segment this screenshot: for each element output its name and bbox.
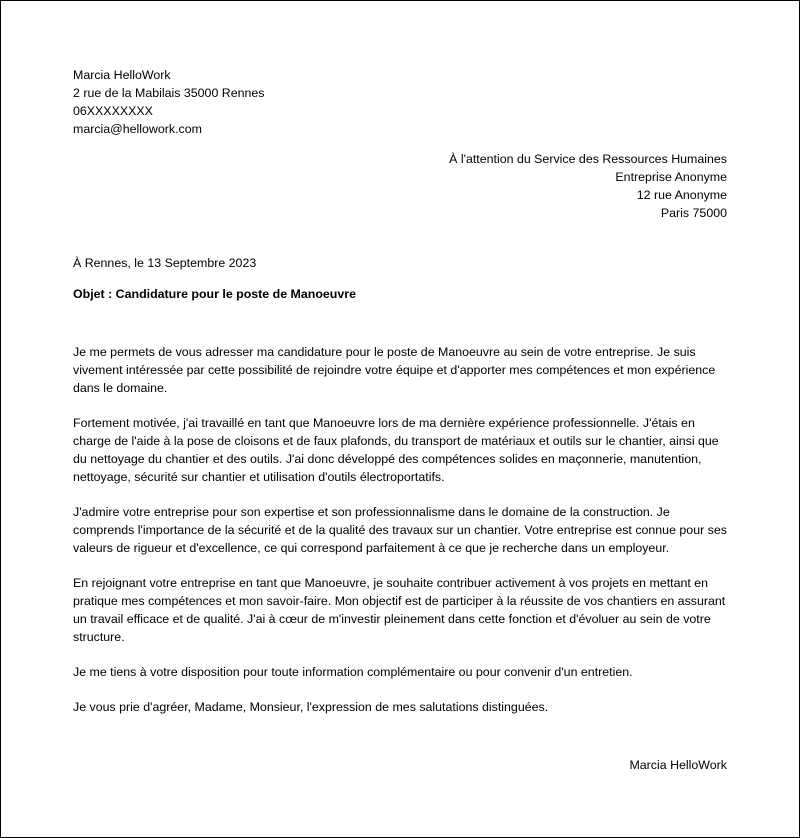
recipient-city: Paris 75000 [660,206,727,220]
body-paragraph: Je me tiens à votre disposition pour toute information complémentaire ou pour convenir d'un entretien. [73,665,633,679]
recipient-block [449,150,727,222]
date-line: À Rennes, le 13 Septembre 2023 [73,256,257,270]
sender-address: 2 rue de la Mabilais 35000 Rennes [73,86,265,100]
sender-phone: 06XXXXXXXX [73,104,153,118]
sender-email: marcia@hellowork.com [73,122,202,136]
letter-body [73,343,733,733]
body-paragraph: Je me permets de vous adresser ma candidature pour le poste de Manoeuvre au sein de votre entreprise. Je suis vivement intéressée par cette possibilité de rejoindre votre équipe et d'apporter mes compétences et mon expérience dans le domaine. [73,345,716,395]
signature: Marcia HelloWork [629,758,727,772]
recipient-company: Entreprise Anonyme [615,170,727,184]
body-paragraph: Fortement motivée, j'ai travaillé en tant que Manoeuvre lors de ma dernière expérience professionnelle. J'étais en charge de l'aide à la pose de cloisons et de faux plafonds, du transport de matériaux et outils sur le chantier, ainsi que du nettoyage du chantier et des outils. J'ai donc développé des compétences solides en maçonnerie, manutention, nettoyage, sécurité sur chantier et utilisation d'outils électroportatifs. [73,416,719,484]
closing-paragraph: Je vous prie d'agréer, Madame, Monsieur, l'expression de mes salutations distinguées. [73,700,549,714]
subject-line: Objet : Candidature pour le poste de Manoeuvre [73,287,356,301]
body-paragraph: En rejoignant votre entreprise en tant que Manoeuvre, je souhaite contribuer activement à vos projets en mettant en pratique mes compétences et mon savoir-faire. Mon objectif est de participer à la réussite de vos chantiers en assurant un travail efficace et de qualité. J'ai à cœur de m'investir pleinement dans cette fonction et d'évoluer au sein de votre structure. [73,576,726,644]
sender-name: Marcia HelloWork [73,68,171,82]
body-paragraph: J'admire votre entreprise pour son expertise et son professionnalisme dans le domaine de la construction. Je comprends l'importance de la sécurité et de la qualité des travaux sur un chantier. Votre entreprise est connue pour ses valeurs de rigueur et d'excellence, ce qui correspond parfaitement à ce que je recherche dans un employeur. [73,505,727,555]
recipient-street: 12 rue Anonyme [636,188,727,202]
recipient-attention: À l'attention du Service des Ressources Humaines [449,152,727,166]
sender-block [73,66,265,138]
